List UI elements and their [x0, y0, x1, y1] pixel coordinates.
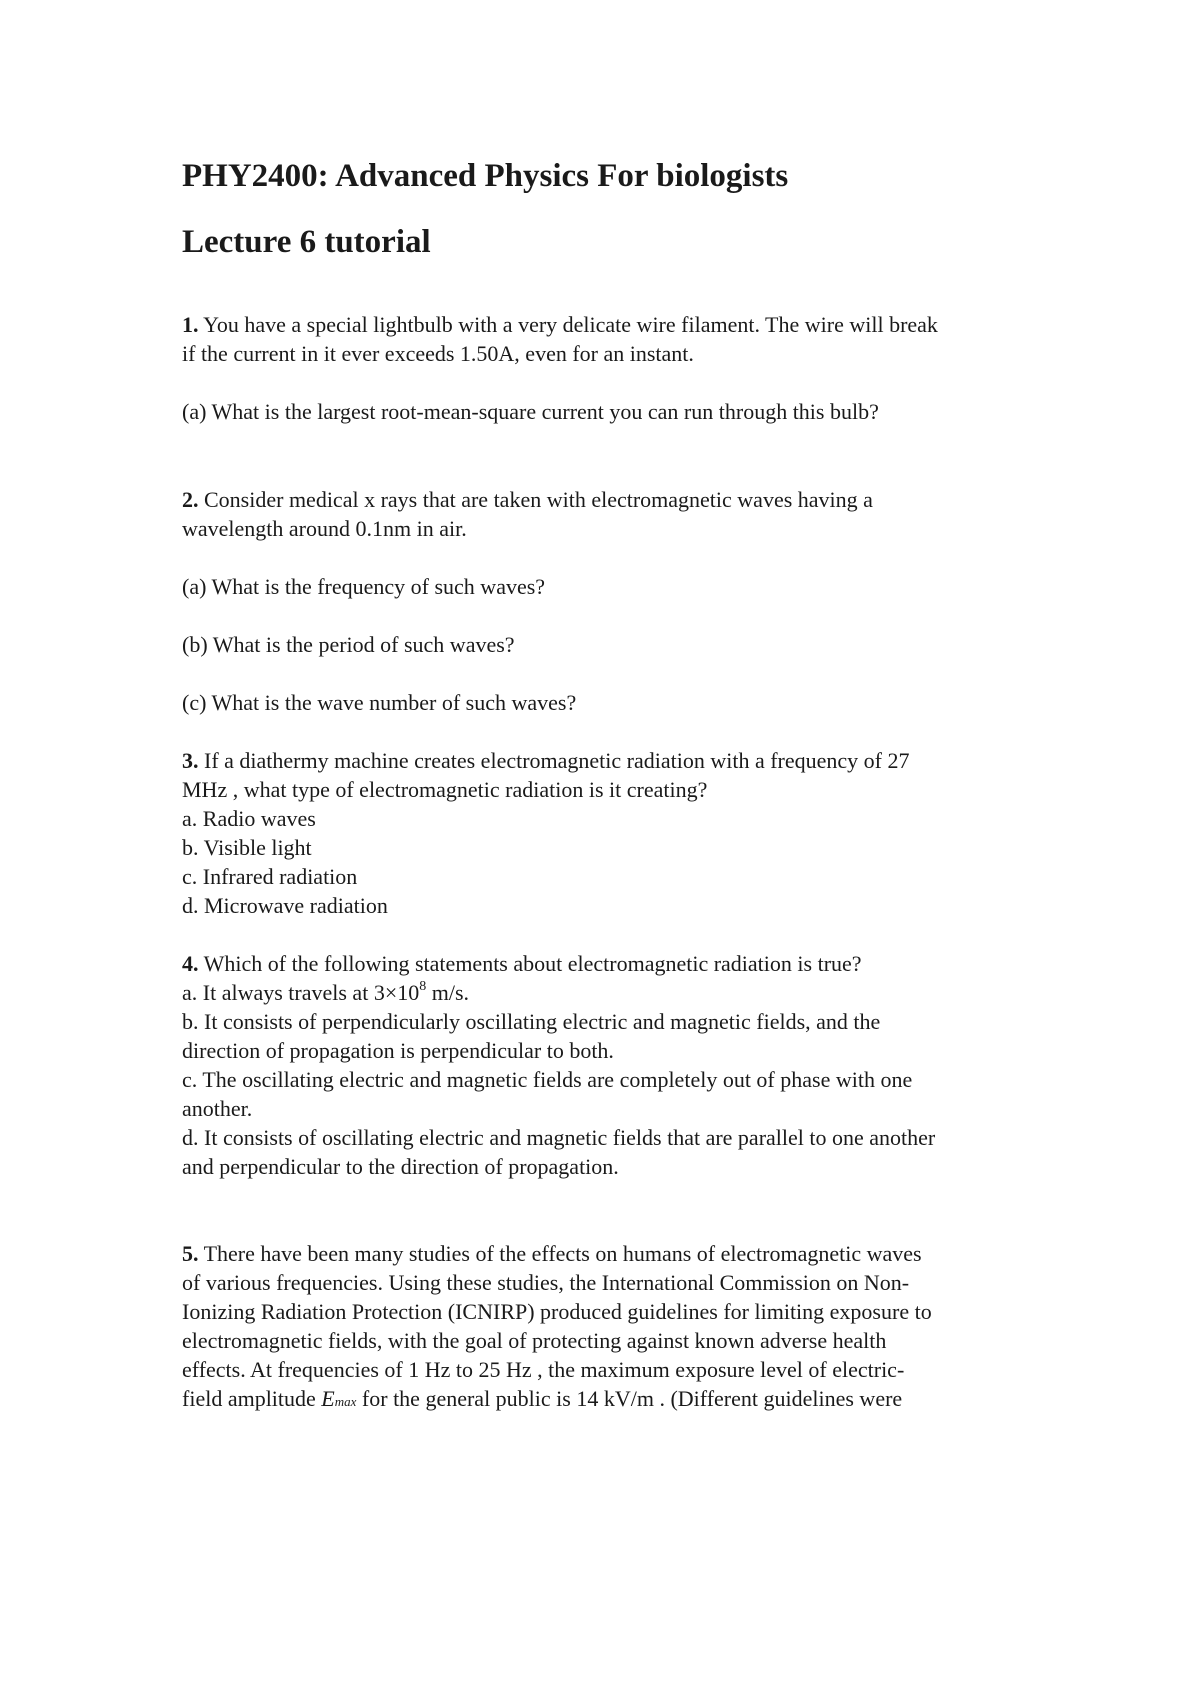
q3-line-1: [182, 746, 910, 776]
q4-text-1: Which of the following statements about electromagnetic radiation is true?: [198, 951, 862, 976]
q5-text-1: There have been many studies of the effects on humans of electromagnetic waves: [198, 1241, 922, 1266]
q5-line-6-pre: field amplitude: [182, 1386, 322, 1411]
q4-option-a-pre: a. It always travels at 3×10: [182, 980, 420, 1005]
emax-subscript: max: [334, 1394, 357, 1409]
q5-number: 5.: [182, 1241, 199, 1266]
q3-line-2: MHz , what type of electromagnetic radiation is it creating?: [182, 777, 708, 802]
q4-option-c-line-1: c. The oscillating electric and magnetic fields are completely out of phase with one: [182, 1067, 913, 1092]
q4-option-b-line-1: b. It consists of perpendicularly oscillating electric and magnetic fields, and the: [182, 1009, 881, 1034]
q2-part-c: (c) What is the wave number of such waves?: [182, 690, 577, 715]
q1-part-a: (a) What is the largest root-mean-square current you can run through this bulb?: [182, 399, 879, 424]
q3-option-b: b. Visible light: [182, 835, 312, 860]
q3-option-d: d. Microwave radiation: [182, 893, 388, 918]
q2-part-b: (b) What is the period of such waves?: [182, 632, 515, 657]
q2-text-1: Consider medical x rays that are taken with electromagnetic waves having a: [198, 487, 873, 512]
lecture-title: Lecture 6 tutorial: [182, 224, 431, 260]
q2-line-1: [182, 485, 873, 515]
q4-option-c-line-2: another.: [182, 1096, 253, 1121]
q4-option-a-exponent: 8: [419, 978, 427, 994]
q4-number: 4.: [182, 951, 199, 976]
q2-part-a: (a) What is the frequency of such waves?: [182, 574, 546, 599]
q3-text-1: If a diathermy machine creates electromagnetic radiation with a frequency of 27: [198, 748, 910, 773]
q1-text-1: You have a special lightbulb with a very delicate wire filament. The wire will break: [198, 312, 938, 337]
q4-line-1: [182, 949, 862, 979]
q3-option-a: a. Radio waves: [182, 806, 316, 831]
q1-line-1: [182, 310, 938, 340]
q4-option-d-line-1: d. It consists of oscillating electric and magnetic fields that are parallel to one another: [182, 1125, 936, 1150]
q5-line-6: [182, 1384, 902, 1417]
q5-line-2: of various frequencies. Using these studies, the International Commission on Non-: [182, 1270, 910, 1295]
q5-line-3: Ionizing Radiation Protection (ICNIRP) produced guidelines for limiting exposure to: [182, 1299, 932, 1324]
q5-line-5: effects. At frequencies of 1 Hz to 25 Hz , the maximum exposure level of electric-: [182, 1357, 905, 1382]
q5-line-4: electromagnetic fields, with the goal of protecting against known adverse health: [182, 1328, 887, 1353]
q3-option-c: c. Infrared radiation: [182, 864, 358, 889]
q4-option-a: [182, 978, 469, 1008]
q4-option-b-line-2: direction of propagation is perpendicular to both.: [182, 1038, 614, 1063]
q2-number: 2.: [182, 487, 199, 512]
emax-variable: E: [321, 1386, 335, 1411]
q1-line-2: if the current in it ever exceeds 1.50A, even for an instant.: [182, 341, 694, 366]
q5-line-6-post: for the general public is 14 kV/m . (Different guidelines were: [356, 1386, 903, 1411]
q5-line-1: [182, 1239, 922, 1269]
q3-number: 3.: [182, 748, 199, 773]
q2-line-2: wavelength around 0.1nm in air.: [182, 516, 467, 541]
q1-number: 1.: [182, 312, 199, 337]
course-title: PHY2400: Advanced Physics For biologists: [182, 158, 789, 194]
q4-option-a-post: m/s.: [426, 980, 470, 1005]
q4-option-d-line-2: and perpendicular to the direction of propagation.: [182, 1154, 619, 1179]
